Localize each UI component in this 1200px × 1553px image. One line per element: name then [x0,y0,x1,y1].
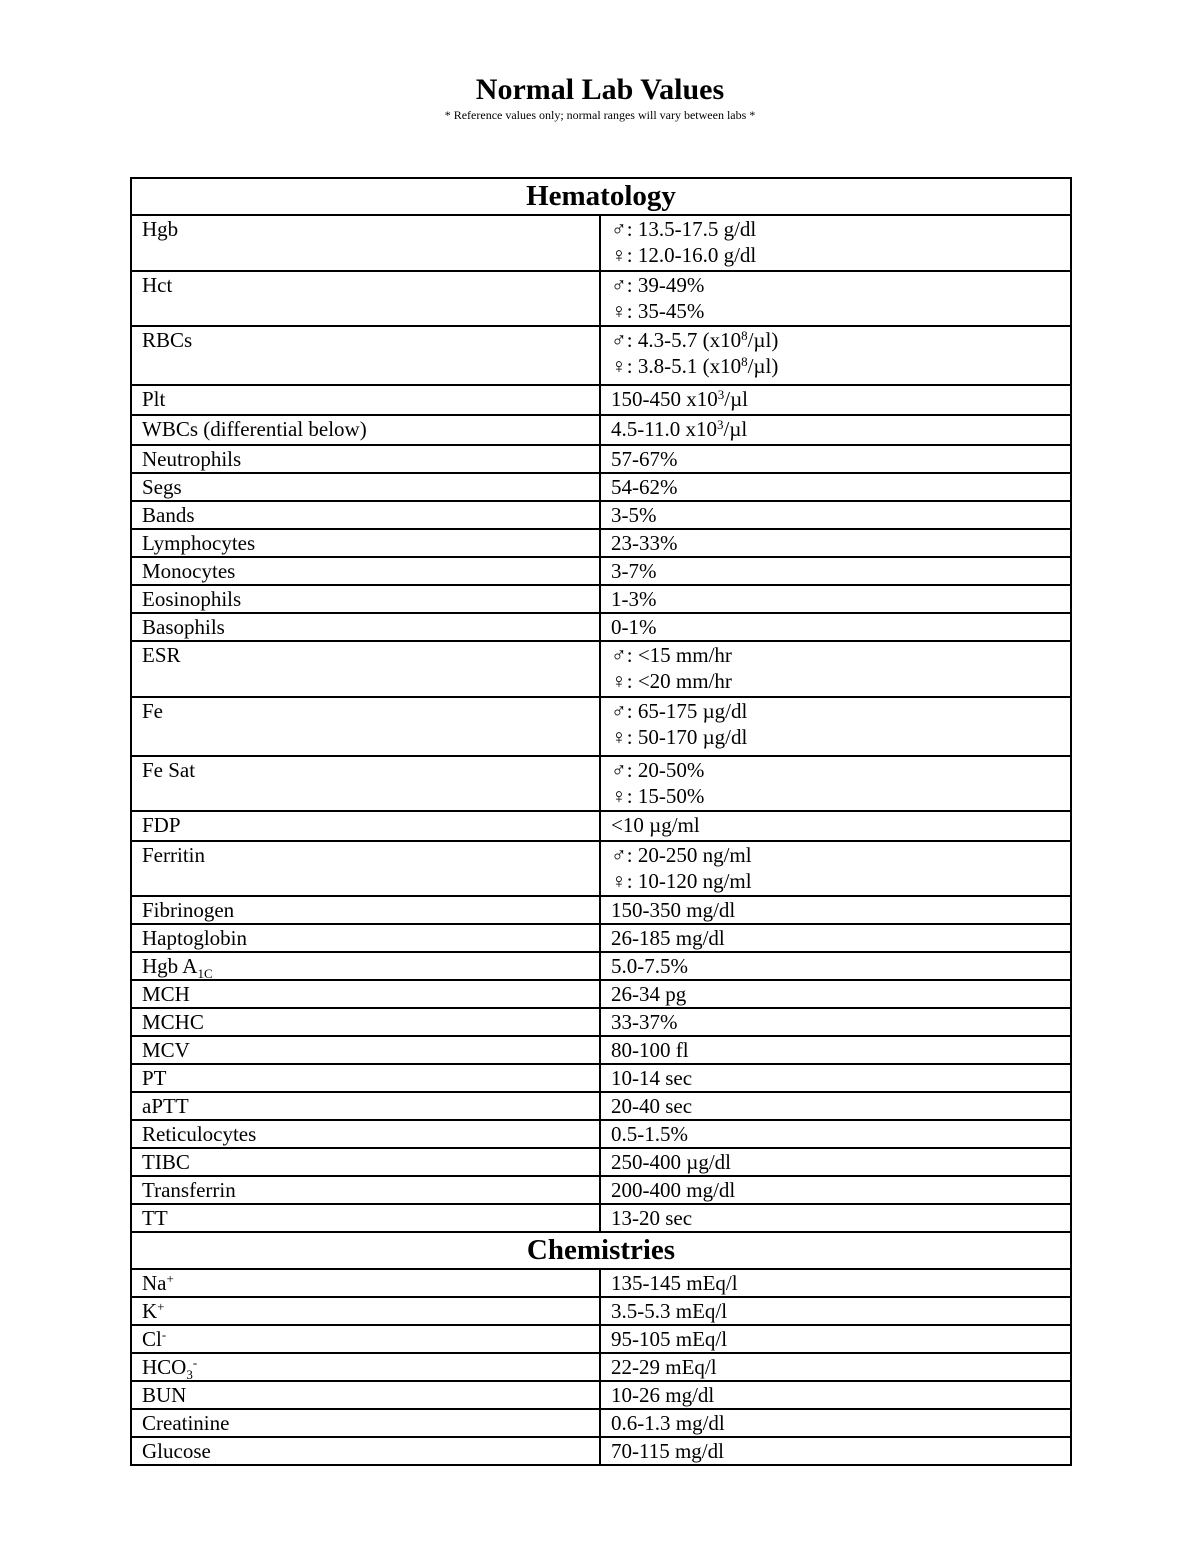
table-row [131,1148,1071,1176]
test-name-cell [131,896,600,924]
table-row [131,1409,1071,1437]
reference-range-value: 135-145 mEq/l [611,1271,738,1295]
table-row [131,215,1071,271]
table-row [131,1353,1071,1381]
test-name: Hct [142,273,173,297]
test-name: Fe [142,699,163,723]
test-name-cell [131,415,600,445]
reference-range-cell [600,841,1071,896]
reference-range-cell [600,1064,1071,1092]
reference-range-value: 95-105 mEq/l [611,1327,728,1351]
reference-range-cell [600,1353,1071,1381]
section-title: Chemistries [131,1232,1071,1269]
reference-range-cell [600,473,1071,501]
reference-range-cell [600,415,1071,445]
test-name: TIBC [142,1150,190,1174]
reference-range-value: <10 µg/ml [611,813,700,837]
table-row [131,613,1071,641]
test-name-cell [131,215,600,271]
reference-range-cell [600,980,1071,1008]
reference-range-cell [600,641,1071,697]
reference-range-cell [600,385,1071,415]
reference-range-value: 150-350 mg/dl [611,898,736,922]
test-name-cell [131,1064,600,1092]
test-name: Fibrinogen [142,898,235,922]
reference-range-value: 0-1% [611,615,657,639]
reference-range-cell [600,1409,1071,1437]
reference-range-value: 20-40 sec [611,1094,693,1118]
test-name: Hgb $A_{1C}$ [142,954,213,980]
table-row [131,415,1071,445]
reference-range-value: 33-37% [611,1010,678,1034]
reference-range-cell [600,445,1071,473]
test-name-cell [131,1325,600,1353]
reference-range-cell [600,215,1071,271]
reference-range-cell [600,271,1071,326]
reference-range-cell [600,697,1071,756]
test-name-cell [131,697,600,756]
section-header-row [131,178,1071,215]
reference-range-cell [600,1148,1071,1176]
lab-values-table [130,177,1072,1466]
reference-range-cell [600,1381,1071,1409]
reference-range-cell [600,557,1071,585]
reference-range-cell [600,1325,1071,1353]
reference-range-cell [600,952,1071,980]
table-row [131,271,1071,326]
test-name-cell [131,811,600,841]
reference-range-value: 3-7% [611,559,657,583]
test-name-cell [131,1092,600,1120]
test-name: PT [142,1066,167,1090]
reference-range-value: 22-29 mEq/l [611,1355,717,1379]
test-name-cell [131,1036,600,1064]
table-row [131,1437,1071,1465]
reference-range-value: 10-14 sec [611,1066,693,1090]
test-name: Lymphocytes [142,531,256,555]
reference-range-value: 5.0-7.5% [611,954,688,978]
test-name-cell [131,1297,600,1325]
test-name-cell [131,641,600,697]
reference-range-value: 3.5-5.3 mEq/l [611,1299,728,1323]
page-title: Normal Lab Values [475,73,725,106]
reference-range-cell [600,613,1071,641]
test-name-cell [131,613,600,641]
test-name-cell [131,271,600,326]
test-name: Hgb [142,217,179,241]
reference-range-cell [600,1092,1071,1120]
reference-range-cell [600,1176,1071,1204]
test-name-cell [131,1148,600,1176]
test-name: aPTT [142,1094,189,1118]
test-name: Ferritin [142,843,205,867]
reference-range-value: ♀: <20 mm/hr [611,669,732,693]
reference-range-value: ♂: 39-49% [611,273,705,297]
reference-range-value: ♀: 50-170 µg/dl [611,725,748,749]
test-name: Segs [142,475,182,499]
test-name: Neutrophils [142,447,242,471]
test-name: Reticulocytes [142,1122,257,1146]
reference-range-cell [600,896,1071,924]
test-name: TT [142,1206,168,1230]
table-row [131,1297,1071,1325]
test-name-cell [131,1008,600,1036]
reference-range-value: 80-100 fl [611,1038,689,1062]
test-name-cell [131,980,600,1008]
reference-range-cell [600,1008,1071,1036]
test-name: WBCs (differential below) [142,417,367,441]
reference-range-value: 13-20 sec [611,1206,693,1230]
reference-range-value: 1-3% [611,587,657,611]
table-row [131,811,1071,841]
reference-range-value: ♂: 13.5-17.5 g/dl [611,217,757,241]
table-row [131,326,1071,385]
test-name: Eosinophils [142,587,242,611]
reference-range-value: ♂: 20-250 ng/ml [611,843,752,867]
table-row [131,756,1071,811]
test-name: Transferrin [142,1178,236,1202]
test-name-cell [131,756,600,811]
test-name-cell [131,1437,600,1465]
test-name: K+ [142,1299,165,1323]
test-name: Fe Sat [142,758,196,782]
reference-range-value: ♀: 35-45% [611,299,705,323]
reference-range-cell [600,1204,1071,1232]
table-row [131,641,1071,697]
test-name-cell [131,952,600,980]
reference-range-cell [600,1437,1071,1465]
reference-range-value: 54-62% [611,475,678,499]
test-name-cell [131,1120,600,1148]
reference-range-value: 10-26 mg/dl [611,1383,715,1407]
test-name-cell [131,1381,600,1409]
reference-range-value: 23-33% [611,531,678,555]
test-name: MCH [142,982,190,1006]
test-name: Creatinine [142,1411,230,1435]
test-name-cell [131,1176,600,1204]
test-name-cell [131,557,600,585]
reference-range-value: ♂: 20-50% [611,758,705,782]
reference-range-value: 250-400 µg/dl [611,1150,732,1174]
test-name-cell [131,841,600,896]
table-row [131,385,1071,415]
reference-range-cell [600,501,1071,529]
table-row [131,1120,1071,1148]
reference-range-value: ♀: 3.8-5.1 $(x10^8/\mu l)$ [611,354,779,378]
reference-range-value: ♀: 15-50% [611,784,705,808]
reference-range-value: ♂: <15 mm/hr [611,643,732,667]
test-name: $HCO_3^-$ [142,1355,198,1381]
test-name: MCHC [142,1010,204,1034]
test-name: Monocytes [142,559,236,583]
reference-range-value: 26-34 pg [611,982,687,1006]
page-subtitle: * Reference values only; normal ranges will vary between labs * [444,108,756,122]
test-name: ESR [142,643,181,667]
table-row [131,1176,1071,1204]
reference-range-value: ♀: 10-120 ng/ml [611,869,752,893]
reference-range-cell [600,811,1071,841]
table-row [131,952,1071,980]
table-row [131,473,1071,501]
table-row [131,1064,1071,1092]
reference-range-value: ♀: 12.0-16.0 g/dl [611,243,757,267]
table-row [131,1092,1071,1120]
test-name: Haptoglobin [142,926,247,950]
test-name-cell [131,385,600,415]
reference-range-cell [600,756,1071,811]
test-name-cell [131,1409,600,1437]
test-name: FDP [142,813,181,837]
table-row [131,841,1071,896]
table-row [131,1325,1071,1353]
test-name-cell [131,326,600,385]
table-row [131,501,1071,529]
reference-range-value: ♂: 4.3-5.7 $(x10^8/\mu l)$ [611,328,779,352]
section-header-row [131,1232,1071,1269]
reference-range-value: 200-400 mg/dl [611,1178,736,1202]
reference-range-value: 57-67% [611,447,678,471]
table-row [131,529,1071,557]
table-row [131,1036,1071,1064]
reference-range-value: 3-5% [611,503,657,527]
reference-range-cell [600,1269,1071,1297]
table-row [131,896,1071,924]
table-row [131,557,1071,585]
test-name: Cl- [142,1327,167,1351]
reference-range-value: 26-185 mg/dl [611,926,725,950]
reference-range-value: 0.5-1.5% [611,1122,688,1146]
test-name-cell [131,501,600,529]
test-name-cell [131,585,600,613]
table-row [131,697,1071,756]
reference-range-value: 4.5-11.0 $x10^3/\mu l$ [611,417,748,441]
table-row [131,1008,1071,1036]
test-name-cell [131,924,600,952]
table-row [131,924,1071,952]
reference-range-cell [600,1120,1071,1148]
test-name: Glucose [142,1439,211,1463]
table-row [131,1204,1071,1232]
test-name-cell [131,1269,600,1297]
table-row [131,585,1071,613]
test-name: Bands [142,503,195,527]
table-row [131,1269,1071,1297]
reference-range-cell [600,1036,1071,1064]
table-row [131,1381,1071,1409]
reference-range-cell [600,326,1071,385]
test-name-cell [131,445,600,473]
reference-range-cell [600,585,1071,613]
section-title: Hematology [131,178,1071,215]
table-row [131,980,1071,1008]
test-name: Plt [142,387,166,411]
reference-range-value: ♂: 65-175 µg/dl [611,699,748,723]
test-name: RBCs [142,328,193,352]
test-name: Basophils [142,615,225,639]
test-name: MCV [142,1038,190,1062]
reference-range-cell [600,529,1071,557]
reference-range-value: 150-450 $x10^3/\mu l$ [611,387,749,411]
test-name-cell [131,473,600,501]
reference-range-value: 70-115 mg/dl [611,1439,724,1463]
table-row [131,445,1071,473]
test-name-cell [131,529,600,557]
reference-range-value: 0.6-1.3 mg/dl [611,1411,725,1435]
reference-range-cell [600,1297,1071,1325]
reference-range-cell [600,924,1071,952]
test-name: Na+ [142,1271,174,1295]
test-name-cell [131,1204,600,1232]
test-name-cell [131,1353,600,1381]
test-name: BUN [142,1383,187,1407]
